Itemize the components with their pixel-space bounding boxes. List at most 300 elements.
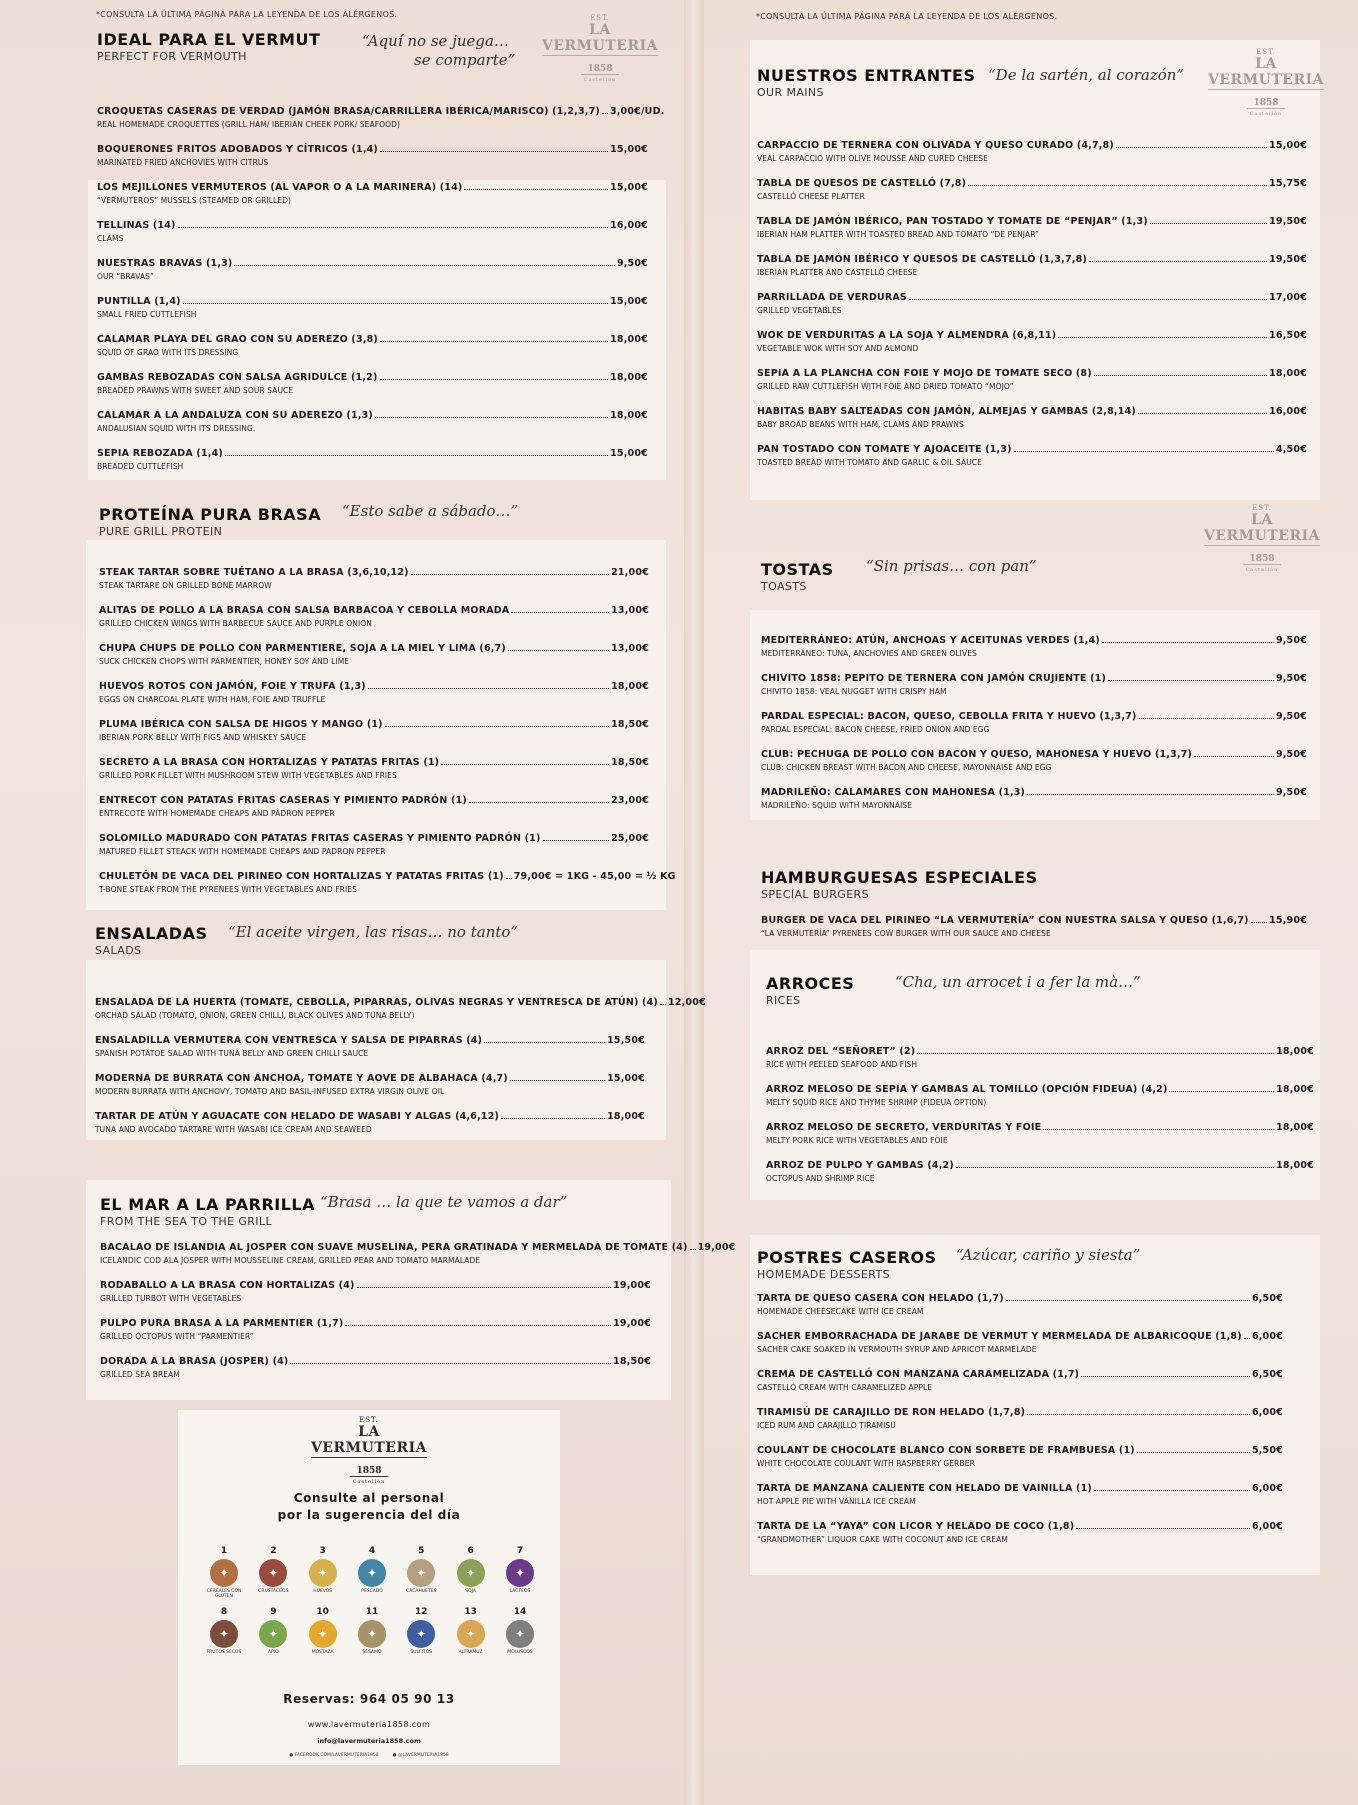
website-link[interactable]: www.lavermuteria1858.com bbox=[307, 1720, 431, 1729]
dot-leader bbox=[183, 303, 608, 304]
section-header-arroces bbox=[766, 974, 854, 1007]
menu-item-row bbox=[99, 719, 649, 730]
menu-item bbox=[757, 140, 1307, 163]
dot-leader bbox=[1102, 642, 1274, 643]
menu-item bbox=[757, 1521, 1283, 1544]
menu-item-price: 6,50€ bbox=[1251, 1293, 1283, 1304]
menu-item-translation: GRILLED TURBOT WITH VEGETABLES bbox=[100, 1294, 242, 1303]
email-link[interactable]: info@lavermuteria1858.com bbox=[317, 1737, 421, 1745]
menu-item bbox=[757, 1483, 1283, 1506]
menu-item-row bbox=[100, 1242, 736, 1253]
logo-name: LA VERMUTERIA bbox=[542, 22, 659, 54]
menu-item-translation: MODERN BURRATA WITH ANCHOVY, TOMATO AND BASIL-INFUSED EXTRA VIRGIN OLIVE OIL bbox=[95, 1087, 445, 1096]
logo-year: 1858 bbox=[350, 1466, 387, 1477]
menu-item bbox=[97, 410, 648, 433]
menu-item-name: SACHER EMBORRACHADA DE JARABE DE VERMUT Y MERMELADA DE ALBARICOQUE (1,8) bbox=[757, 1331, 1242, 1342]
menu-item bbox=[757, 178, 1307, 201]
logo-est: EST. bbox=[1256, 48, 1276, 56]
dot-leader bbox=[1043, 1129, 1274, 1130]
menu-item-row bbox=[97, 334, 648, 345]
menu-item bbox=[99, 871, 676, 894]
dot-leader bbox=[380, 341, 608, 342]
menu-item-row bbox=[100, 1318, 651, 1329]
menu-item-translation: SACHER CAKE SOAKED IN VERMOUTH SYRUP AND APRICOT MARMELADE bbox=[757, 1345, 1037, 1354]
menu-item-row bbox=[761, 915, 1307, 926]
menu-item bbox=[99, 795, 649, 818]
allergen-number: 12 bbox=[415, 1607, 428, 1617]
logo-name: LA VERMUTERIA bbox=[1204, 512, 1321, 544]
menu-item-translation: VEGETABLE WOK WITH SOY AND ALMOND bbox=[757, 344, 919, 353]
dot-leader bbox=[510, 1080, 605, 1081]
dot-leader bbox=[1108, 680, 1274, 681]
dot-leader bbox=[345, 1325, 611, 1326]
mollusc-icon: ✦ bbox=[506, 1620, 534, 1648]
menu-item-price: 9,50€ bbox=[1275, 749, 1307, 760]
menu-item-price: 15,50€ bbox=[607, 1035, 645, 1046]
menu-item-row bbox=[97, 220, 648, 231]
menu-item-translation: HOT APPLE PIE WITH VANILLA ICE CREAM bbox=[757, 1497, 916, 1506]
menu-item bbox=[761, 673, 1307, 696]
menu-item-row bbox=[97, 448, 648, 459]
allergen-row bbox=[202, 1607, 542, 1655]
menu-item-price: 17,00€ bbox=[1269, 292, 1307, 303]
menu-item bbox=[95, 997, 706, 1020]
brand-logo bbox=[1208, 48, 1324, 117]
menu-item bbox=[761, 915, 1307, 938]
instagram-link[interactable] bbox=[393, 1753, 449, 1758]
menu-item-price: 15,00€ bbox=[1269, 140, 1307, 151]
dot-leader bbox=[917, 1053, 1274, 1054]
menu-item bbox=[97, 144, 648, 167]
menu-item-name: TARTAR DE ATÚN Y AGUACATE CON HELADO DE WASABI Y ALGAS (4,6,12) bbox=[95, 1111, 500, 1122]
allergen-label: FRUTOS SECOS bbox=[206, 1650, 242, 1655]
menu-item bbox=[757, 330, 1307, 353]
menu-item bbox=[95, 1111, 645, 1134]
allergen-item bbox=[301, 1546, 345, 1599]
allergen-note-right: *CONSULTA LA ÚLTIMA PÁGINA PARA LA LEYENDA DE LOS ALÉRGENOS. bbox=[756, 12, 1058, 21]
lupin-icon: ✦ bbox=[457, 1620, 485, 1648]
menu-item-translation: MELTY PORK RICE WITH VEGETABLES AND FOIE bbox=[766, 1136, 948, 1145]
dot-leader bbox=[1137, 1452, 1250, 1453]
menu-item-name: PARRILLADA DE VERDURAS bbox=[757, 292, 907, 303]
allergen-label: PESCADO bbox=[361, 1589, 383, 1594]
menu-item-translation: CLUB: CHICKEN BREAST WITH BACON AND CHEESE, MAYONNAISE AND EGG bbox=[761, 763, 1052, 772]
section-title: IDEAL PARA EL VERMUT bbox=[97, 30, 321, 49]
menu-item-row bbox=[757, 1369, 1283, 1380]
logo-year: 1858 bbox=[581, 64, 618, 75]
menu-item-price: 19,00€ bbox=[613, 1280, 651, 1291]
allergen-label: MOLUSCOS bbox=[507, 1650, 533, 1655]
menu-item-price: 15,00€ bbox=[607, 1073, 645, 1084]
menu-item-name: PAN TOSTADO CON TOMATE Y AJOACEITE (1,3) bbox=[757, 444, 1012, 455]
menu-item-price: 18,00€ bbox=[610, 372, 648, 383]
slogan-line: se comparte” bbox=[414, 50, 516, 69]
menu-item bbox=[757, 406, 1307, 429]
menu-item-row bbox=[757, 216, 1307, 227]
allergen-item bbox=[399, 1607, 443, 1655]
menu-item bbox=[99, 833, 649, 856]
menu-item-translation: BREADED CUTTLEFISH bbox=[97, 462, 184, 471]
peanut-icon: ✦ bbox=[407, 1559, 435, 1587]
menu-item-price: 23,00€ bbox=[611, 795, 649, 806]
menu-item-name: ARROZ DE PULPO Y GAMBAS (4,2) bbox=[766, 1160, 954, 1171]
menu-item-row bbox=[99, 795, 649, 806]
mustard-icon: ✦ bbox=[309, 1620, 337, 1648]
menu-item-translation: MARINATED FRIED ANCHOVIES WITH CITRUS bbox=[97, 158, 269, 167]
brand-logo bbox=[1204, 504, 1320, 573]
allergen-number: 1 bbox=[220, 1546, 228, 1556]
menu-item-translation: GRILLED OCTOPUS WITH “PARMENTIER” bbox=[100, 1332, 254, 1341]
menu-item-name: GAMBAS REBOZADAS CON SALSA AGRIDULCE (1,2) bbox=[97, 372, 378, 383]
menu-item-row bbox=[761, 711, 1307, 722]
menu-item-name: CROQUETAS CASERAS DE VERDAD (JAMÓN BRASA/CARRILLERA IBÉRICA/MARISCO) (1,2,3,7) bbox=[97, 106, 600, 117]
allergen-number: 6 bbox=[467, 1546, 474, 1556]
allergen-number: 8 bbox=[220, 1607, 228, 1617]
menu-item-price: 15,00€ bbox=[610, 144, 648, 155]
menu-item-row bbox=[766, 1084, 1314, 1095]
dot-leader bbox=[368, 688, 609, 689]
dot-leader bbox=[511, 612, 609, 613]
section-header-vermut bbox=[97, 30, 320, 63]
menu-list-mar bbox=[100, 1242, 736, 1394]
menu-item-translation: REAL HOMEMADE CROQUETTES (GRILL HAM/ IBERIAN CHEEK PORK/ SEAFOOD) bbox=[97, 120, 401, 129]
logo-est: EST. bbox=[359, 1416, 379, 1424]
menu-item bbox=[100, 1356, 651, 1379]
slogan-line: “Aquí no se juega… bbox=[362, 32, 509, 50]
menu-item-row bbox=[761, 635, 1307, 646]
dot-leader bbox=[1094, 375, 1267, 376]
menu-item-row bbox=[95, 1073, 645, 1084]
menu-item-price: 15,75€ bbox=[1269, 178, 1307, 189]
section-title: POSTRES CASEROS bbox=[757, 1248, 937, 1267]
menu-list-proteina bbox=[99, 567, 676, 909]
menu-item-name: BACALAO DE ISLANDIA AL JOSPER CON SUAVE MUSELINA, PERA GRATINADA Y MERMELADA DE TOMATE (4) bbox=[100, 1242, 688, 1253]
menu-item-translation: MADRILEÑO: SQUID WITH MAYONNAISE bbox=[761, 801, 913, 810]
allergen-item bbox=[449, 1546, 493, 1599]
menu-item-row bbox=[95, 1035, 645, 1046]
menu-item bbox=[99, 643, 649, 666]
allergen-label: ALTRAMUZ bbox=[458, 1650, 483, 1655]
menu-item-name: TARTA DE LA “YAYA” CON LICOR Y HELADO DE COCO (1,8) bbox=[757, 1521, 1075, 1532]
menu-item-row bbox=[757, 1445, 1283, 1456]
page-fold bbox=[684, 0, 704, 1805]
allergen-number: 11 bbox=[365, 1607, 379, 1617]
menu-item bbox=[100, 1280, 651, 1303]
menu-item-name: ARROZ MELOSO DE SEPIA Y GAMBAS AL TOMILLO (OPCIÓN FIDEUA) (4,2) bbox=[766, 1084, 1168, 1095]
menu-item-name: SECRETO A LA BRASA CON HORTALIZAS Y PATATAS FRITAS (1) bbox=[99, 757, 440, 768]
menu-item bbox=[95, 1073, 645, 1096]
menu-item-name: TELLINAS (14) bbox=[97, 220, 176, 231]
menu-item bbox=[100, 1318, 651, 1341]
menu-item bbox=[757, 1407, 1283, 1430]
menu-item-row bbox=[95, 1111, 645, 1122]
menu-item-translation: MEDITERRÁNEO: TUNA, ANCHOVIES AND GREEN OLIVES bbox=[761, 649, 977, 658]
section-title: ENSALADAS bbox=[95, 924, 208, 943]
dot-leader bbox=[464, 189, 608, 190]
menu-item bbox=[99, 605, 649, 628]
menu-item-row bbox=[766, 1160, 1314, 1171]
logo-city: Castellón bbox=[352, 1479, 386, 1485]
menu-item bbox=[97, 334, 648, 357]
menu-item-translation: ENTRECOTE WITH HOMEMADE CHEAPS AND PADRON PEPPER bbox=[99, 809, 335, 818]
menu-item bbox=[99, 567, 649, 590]
menu-item-row bbox=[97, 182, 648, 193]
menu-item-row bbox=[757, 140, 1307, 151]
menu-item bbox=[97, 258, 648, 281]
menu-item-translation: WHITE CHOCOLATE COULANT WITH RASPBERRY GERBER bbox=[757, 1459, 975, 1468]
egg-icon: ✦ bbox=[309, 1559, 337, 1587]
section-subtitle: SPECIAL BURGERS bbox=[761, 888, 869, 901]
menu-item-name: ALITAS DE POLLO A LA BRASA CON SALSA BARBACOA Y CEBOLLA MORADA bbox=[99, 605, 510, 616]
allergen-item bbox=[251, 1607, 295, 1655]
menu-item bbox=[761, 749, 1307, 772]
menu-item-price: 19,50€ bbox=[1269, 216, 1307, 227]
allergen-item bbox=[202, 1607, 246, 1655]
menu-item-translation: MATURED FILLET STEACK WITH HOMEMADE CHEAPS AND PADRON PEPPER bbox=[99, 847, 386, 856]
menu-item-price: 25,00€ bbox=[611, 833, 649, 844]
menu-list-tostas bbox=[761, 635, 1307, 825]
dot-leader bbox=[501, 1118, 605, 1119]
menu-item-row bbox=[757, 292, 1307, 303]
menu-item bbox=[766, 1160, 1314, 1183]
menu-item-price: 13,00€ bbox=[611, 643, 649, 654]
menu-item-price: 9,50€ bbox=[616, 258, 648, 269]
dot-leader bbox=[469, 802, 609, 803]
menu-item-translation: VEAL CARPACCIO WITH OLIVE MOUSSE AND CURED CHEESE bbox=[757, 154, 988, 163]
menu-item-translation: CASTELLÓ CREAM WITH CARAMELIZED APPLE bbox=[757, 1383, 933, 1392]
dot-leader bbox=[506, 878, 512, 879]
allergen-label: MOSTAZA bbox=[311, 1650, 334, 1655]
dot-leader bbox=[1027, 1414, 1250, 1415]
menu-item-price: 18,00€ bbox=[1276, 1160, 1314, 1171]
suggestion-line: Consulte al personal bbox=[293, 1491, 445, 1505]
menu-item-price: 6,00€ bbox=[1251, 1521, 1283, 1532]
menu-item-price: 18,00€ bbox=[607, 1111, 645, 1122]
facebook-link[interactable] bbox=[289, 1753, 378, 1758]
menu-item-price: 21,00€ bbox=[611, 567, 649, 578]
menu-item-translation: SQUID OF GRAO WITH ITS DRESSING bbox=[97, 348, 239, 357]
dot-leader bbox=[380, 151, 608, 152]
section-header-hamburguesas bbox=[761, 868, 1038, 901]
menu-item bbox=[766, 1046, 1314, 1069]
menu-item-name: RODABALLO A LA BRASA CON HORTALIZAS (4) bbox=[100, 1280, 355, 1291]
menu-item-translation: SMALL FRIED CUTTLEFISH bbox=[97, 310, 197, 319]
menu-item-name: PULPO PURA BRASA A LA PARMENTIER (1,7) bbox=[100, 1318, 344, 1329]
menu-item-name: ARROZ MELOSO DE SECRETO, VERDURITAS Y FOIE bbox=[766, 1122, 1042, 1133]
menu-item-name: CHIVITO 1858: PEPITO DE TERNERA CON JAMÓN CRUJIENTE (1) bbox=[761, 673, 1107, 684]
menu-item-name: ARROZ DEL “SEÑORET” (2) bbox=[766, 1046, 916, 1057]
menu-item-row bbox=[761, 787, 1307, 798]
allergen-item bbox=[301, 1607, 345, 1655]
menu-item-translation: “LA VERMUTERÍA” PYRENEES COW BURGER WITH OUR SAUCE AND CHEESE bbox=[761, 929, 1051, 938]
menu-item-price: 9,50€ bbox=[1275, 787, 1307, 798]
menu-item-price: 18,00€ bbox=[610, 334, 648, 345]
dot-leader bbox=[508, 650, 609, 651]
section-subtitle: RICES bbox=[766, 994, 801, 1007]
menu-item-row bbox=[757, 368, 1307, 379]
section-header-postres bbox=[757, 1248, 937, 1281]
menu-item-name: HUEVOS ROTOS CON JAMÓN, FOIE Y TRUFA (1,3) bbox=[99, 681, 366, 692]
menu-item-price: 15,00€ bbox=[610, 296, 648, 307]
dot-leader bbox=[1089, 261, 1267, 262]
menu-item-row bbox=[99, 605, 649, 616]
menu-item-row bbox=[757, 1293, 1283, 1304]
milk-icon: ✦ bbox=[506, 1559, 534, 1587]
menu-item-name: BURGER DE VACA DEL PIRINEO “LA VERMUTERÍA” CON NUESTRA SALSA Y QUESO (1,6,7) bbox=[761, 915, 1249, 926]
menu-item-translation: IBERIAN PLATTER AND CASTELLÓ CHEESE bbox=[757, 268, 918, 277]
menu-item-translation: EGGS ON CHARCOAL PLATE WITH HAM, FOIE AND TRUFFLE bbox=[99, 695, 326, 704]
menu-item-price: 18,00€ bbox=[1276, 1046, 1314, 1057]
menu-item-translation: “VERMUTEROS” MUSSELS (STEAMED OR GRILLED) bbox=[97, 196, 292, 205]
section-title: EL MAR A LA PARRILLA bbox=[100, 1195, 315, 1214]
menu-item bbox=[97, 372, 648, 395]
dot-leader bbox=[385, 726, 609, 727]
menu-item bbox=[97, 220, 648, 243]
section-subtitle: HOMEMADE DESSERTS bbox=[757, 1268, 890, 1281]
menu-item bbox=[761, 711, 1307, 734]
allergen-number: 10 bbox=[316, 1607, 329, 1617]
shrimp-icon: ✦ bbox=[259, 1559, 287, 1587]
menu-item-price: 16,50€ bbox=[1269, 330, 1307, 341]
sesame-icon: ✦ bbox=[358, 1620, 386, 1648]
allergen-label: LÁCTEOS bbox=[509, 1589, 531, 1594]
menu-item-row bbox=[97, 258, 648, 269]
menu-item-translation: ICELANDIC COD ALA JOSPER WITH MOUSSELINE CREAM, GRILLED PEAR AND TOMATO MARMALADE bbox=[100, 1256, 481, 1265]
menu-list-postres bbox=[757, 1293, 1283, 1559]
menu-item-price: 19,50€ bbox=[1269, 254, 1307, 265]
menu-item-price: 6,00€ bbox=[1251, 1483, 1283, 1494]
menu-item-price: 6,00€ bbox=[1251, 1407, 1283, 1418]
dot-leader bbox=[956, 1167, 1274, 1168]
dot-leader bbox=[1058, 337, 1267, 338]
menu-item-price: 15,90€ bbox=[1269, 915, 1307, 926]
menu-item-name: BOQUERONES FRITOS ADOBADOS Y CÍTRICOS (1,4) bbox=[97, 144, 378, 155]
menu-item-translation: TOASTED BREAD WITH TOMATO AND GARLIC & OIL SAUCE bbox=[757, 458, 982, 467]
menu-item bbox=[757, 1369, 1283, 1392]
menu-item-price: 16,00€ bbox=[610, 220, 648, 231]
menu-item-row bbox=[97, 144, 648, 155]
dot-leader bbox=[1139, 718, 1274, 719]
menu-item-name: PARDAL ESPECIAL: BACON, QUESO, CEBOLLA FRITA Y HUEVO (1,3,7) bbox=[761, 711, 1137, 722]
menu-item-name: CHULETÓN DE VACA DEL PIRINEO CON HORTALIZAS Y PATATAS FRITAS (1) bbox=[99, 871, 504, 882]
dot-leader bbox=[543, 840, 610, 841]
menu-item-name: MADRILEÑO: CALAMARES CON MAHONESA (1,3) bbox=[761, 787, 1026, 798]
wheat-icon: ✦ bbox=[210, 1559, 238, 1587]
menu-item-price: 79,00€ = 1KG - 45,00 = ½ KG bbox=[513, 871, 676, 882]
allergen-label: APIO bbox=[267, 1650, 279, 1655]
menu-item bbox=[761, 635, 1307, 658]
allergen-label: CACAHUETES bbox=[406, 1589, 437, 1594]
footer-panel bbox=[178, 1410, 560, 1765]
menu-item-name: STEAK TARTAR SOBRE TUÉTANO A LA BRASA (3,6,10,12) bbox=[99, 567, 409, 578]
allergen-item bbox=[251, 1546, 295, 1599]
menu-item-price: 5,50€ bbox=[1251, 1445, 1283, 1456]
allergen-label: SÉSAMO bbox=[362, 1650, 382, 1655]
menu-item-name: WOK DE VERDURITAS A LA SOJA Y ALMENDRA (6,8,11) bbox=[757, 330, 1057, 341]
allergen-row bbox=[202, 1546, 542, 1599]
menu-item-translation: TUNA AND AVOCADO TARTARE WITH WASABI ICE CREAM AND SEAWEED bbox=[95, 1125, 372, 1134]
menu-item-price: 15,00€ bbox=[610, 448, 648, 459]
menu-item-name: ENSALADA DE LA HUERTA (TOMATE, CEBOLLA, PIPARRAS, OLIVAS NEGRAS Y VENTRESCA DE ATÚN) (4) bbox=[95, 997, 658, 1008]
menu-item-translation: IBERIAN HAM PLATTER WITH TOASTED BREAD AND TOMATO “DE PENJAR” bbox=[757, 230, 1040, 239]
menu-item-name: CARPACCIO DE TERNERA CON OLIVADA Y QUESO CURADO (4,7,8) bbox=[757, 140, 1114, 151]
slogan-mar: “Brasa … la que te vamos a dar” bbox=[320, 1193, 568, 1211]
allergen-number: 14 bbox=[513, 1607, 527, 1617]
allergen-note-left: *CONSULTA LA ÚLTIMA PÁGINA PARA LA LEYENDA DE LOS ALÉRGENOS. bbox=[96, 10, 398, 19]
menu-item bbox=[99, 719, 649, 742]
slogan-vermut bbox=[362, 32, 515, 70]
menu-item bbox=[761, 787, 1307, 810]
menu-item-row bbox=[766, 1122, 1314, 1133]
menu-item-name: NUESTRAS BRAVAS (1,3) bbox=[97, 258, 233, 269]
menu-item-row bbox=[99, 871, 676, 882]
menu-item-row bbox=[97, 410, 648, 421]
menu-item-row bbox=[97, 296, 648, 307]
menu-item-row bbox=[100, 1280, 651, 1291]
menu-list-entrantes bbox=[757, 140, 1307, 482]
allergen-item bbox=[202, 1546, 246, 1599]
sulphites-icon: ✦ bbox=[407, 1620, 435, 1648]
menu-item-translation: BREADED PRAWNS WITH SWEET AND SOUR SAUCE bbox=[97, 386, 294, 395]
menu-item-name: SOLOMILLO MADURADO CON PATATAS FRITAS CASERAS Y PIMIENTO PADRÓN (1) bbox=[99, 833, 541, 844]
dot-leader bbox=[690, 1249, 696, 1250]
menu-item-name: CALAMAR A LA ANDALUZA CON SU ADEREZO (1,3) bbox=[97, 410, 373, 421]
menu-item-row bbox=[757, 330, 1307, 341]
dot-leader bbox=[290, 1363, 611, 1364]
dot-leader bbox=[375, 417, 608, 418]
dot-leader bbox=[441, 764, 609, 765]
slogan-ensaladas: “El aceite virgen, las risas… no tanto” bbox=[228, 923, 519, 941]
menu-item-row bbox=[757, 254, 1307, 265]
menu-item-translation: GRILLED RAW CUTTLEFISH WITH FOIE AND DRIED TOMATO “MOJO” bbox=[757, 382, 1014, 391]
menu-item bbox=[99, 681, 649, 704]
menu-item-translation: GRILLED CHICKEN WINGS WITH BARBECUE SAUCE AND PURPLE ONION bbox=[99, 619, 372, 628]
allergen-item bbox=[399, 1546, 443, 1599]
section-header-tostas bbox=[761, 560, 834, 593]
menu-item-name: SEPIA REBOZADA (1,4) bbox=[97, 448, 223, 459]
section-subtitle: SALADS bbox=[95, 944, 142, 957]
menu-item bbox=[97, 296, 648, 319]
menu-item-name: SEPIA A LA PLANCHA CON FOIE Y MOJO DE TOMATE SECO (8) bbox=[757, 368, 1092, 379]
dot-leader bbox=[1116, 147, 1267, 148]
menu-item bbox=[766, 1084, 1314, 1107]
dot-leader bbox=[1138, 413, 1267, 414]
allergen-number: 13 bbox=[464, 1607, 477, 1617]
menu-item-name: MODERNA DE BURRATA CON ANCHOA, TOMATE Y AOVE DE ALBAHACA (4,7) bbox=[95, 1073, 508, 1084]
menu-item bbox=[97, 106, 665, 129]
menu-item-price: 6,00€ bbox=[1251, 1331, 1283, 1342]
menu-item-price: 15,00€ bbox=[610, 182, 648, 193]
menu-item bbox=[757, 1445, 1283, 1468]
dot-leader bbox=[909, 299, 1267, 300]
reservations-phone: Reservas: 964 05 90 13 bbox=[283, 1692, 455, 1706]
facebook-handle: FACEBOOK.COM/LAVERMUTERIA1858 bbox=[294, 1753, 379, 1758]
allergen-number: 7 bbox=[516, 1546, 524, 1556]
suggestion-note bbox=[178, 1490, 560, 1524]
menu-item bbox=[757, 254, 1307, 277]
menu-item-price: 4,50€ bbox=[1275, 444, 1307, 455]
menu-item-name: ENTRECOT CON PATATAS FRITAS CASERAS Y PIMIENTO PADRÓN (1) bbox=[99, 795, 467, 806]
menu-item-translation: RICE WITH PEELED SEAFOOD AND FISH bbox=[766, 1060, 918, 1069]
menu-item-row bbox=[99, 567, 649, 578]
menu-item-translation: STEAK TARTARE ON GRILLED BONE MARROW bbox=[99, 581, 272, 590]
menu-item-translation: OUR “BRAVAS” bbox=[97, 272, 154, 281]
allergen-number: 3 bbox=[319, 1546, 326, 1556]
menu-item-row bbox=[99, 643, 649, 654]
menu-item-name: TIRAMISÚ DE CARAJILLO DE RON HELADO (1,7,8) bbox=[757, 1407, 1026, 1418]
logo-name: LA VERMUTERIA bbox=[311, 1424, 428, 1456]
menu-item-price: 6,50€ bbox=[1251, 1369, 1283, 1380]
